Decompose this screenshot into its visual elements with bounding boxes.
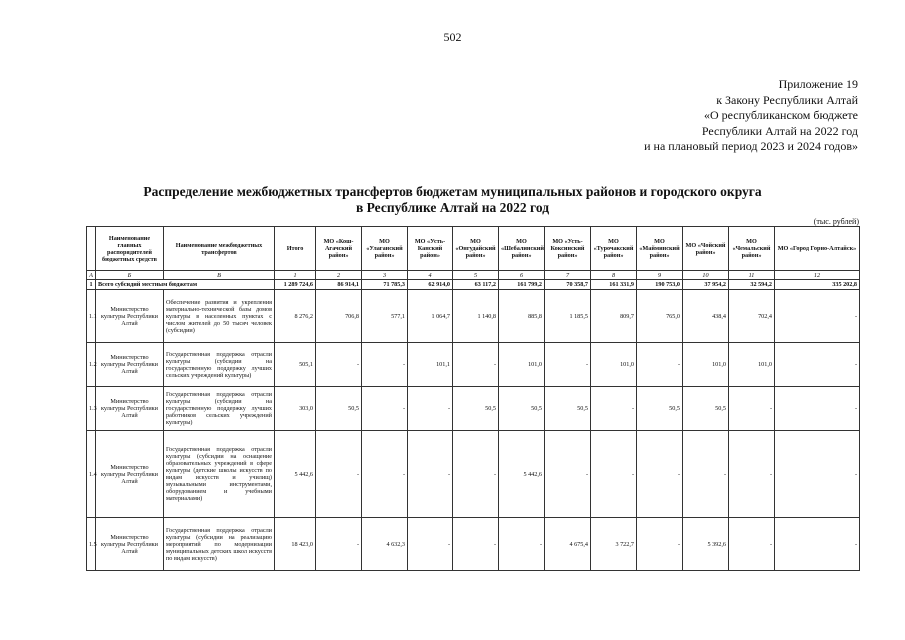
row-number: 1.5 xyxy=(87,518,96,571)
value-cell: - xyxy=(408,518,453,571)
value-cell: 63 117,2 xyxy=(453,280,499,290)
header-cell-district: МО «Майминский район» xyxy=(637,227,683,271)
value-cell: - xyxy=(408,431,453,518)
transfer-name-cell: Государственная поддержка отрасли культуры (субсидии на оснащение образовательных учреждений в сфере культуры (детские школы искусств по видам искусств и училищ) музыкальными инструментами, оборудованием и учебными материалами) xyxy=(164,431,275,518)
ministry-cell: Министерство культуры Республики Алтай xyxy=(96,518,164,571)
value-cell: - xyxy=(637,431,683,518)
value-cell: 335 202,8 xyxy=(775,280,860,290)
transfer-name-cell: Государственная поддержка отрасли культуры (субсидии на государственную поддержку лучших работников сельских учреждений культуры) xyxy=(164,387,275,431)
table-row xyxy=(87,431,860,518)
value-cell: - xyxy=(591,431,637,518)
title-line-1: Распределение межбюджетных трансфертов бюджетам муниципальных районов и городского округа xyxy=(143,184,762,199)
header-cell-district: МО «Усть-Канский район» xyxy=(408,227,453,271)
header-cell-district: МО «Чойский район» xyxy=(683,227,729,271)
value-cell: 161 331,9 xyxy=(591,280,637,290)
header-cell-city: МО «Город Горно-Алтайск» xyxy=(775,227,860,271)
value-cell: 5 442,6 xyxy=(275,431,316,518)
index-cell: 8 xyxy=(591,271,637,280)
value-cell: 4 675,4 xyxy=(545,518,591,571)
index-cell: 1 xyxy=(275,271,316,280)
total-label: Всего субсидий местным бюджетам xyxy=(96,280,275,290)
value-cell: - xyxy=(316,343,362,387)
value-cell: - xyxy=(362,387,408,431)
value-cell: - xyxy=(591,387,637,431)
value-cell: 71 785,3 xyxy=(362,280,408,290)
value-cell: 5 392,6 xyxy=(683,518,729,571)
value-cell: 86 914,1 xyxy=(316,280,362,290)
title-line-2: в Республике Алтай на 2022 год xyxy=(355,200,550,215)
value-cell: 50,5 xyxy=(545,387,591,431)
header-cell-num xyxy=(87,227,96,271)
value-cell: 18 423,0 xyxy=(275,518,316,571)
value-cell: 706,8 xyxy=(316,290,362,343)
value-cell: 101,0 xyxy=(729,343,775,387)
transfer-name-cell: Обеспечение развития и укрепления материально-технической базы домов культуры в населенных пунктах с числом жителей до 50 тысяч человек (субсидии) xyxy=(164,290,275,343)
value-cell: 101,0 xyxy=(591,343,637,387)
value-cell: 101,0 xyxy=(499,343,545,387)
value-cell: 50,5 xyxy=(499,387,545,431)
value-cell: 3 722,7 xyxy=(591,518,637,571)
value-cell: - xyxy=(729,431,775,518)
page-number: 502 xyxy=(443,30,462,44)
index-cell: 6 xyxy=(499,271,545,280)
value-cell: 303,0 xyxy=(275,387,316,431)
value-cell: 809,7 xyxy=(591,290,637,343)
header-cell-district: МО «Турочакский район» xyxy=(591,227,637,271)
value-cell: - xyxy=(408,387,453,431)
header-cell-district: МО «Онгудайский район» xyxy=(453,227,499,271)
value-cell: 1 289 724,6 xyxy=(275,280,316,290)
value-cell: - xyxy=(362,343,408,387)
value-cell: - xyxy=(775,518,860,571)
appendix-line-3: «О республиканском бюджете xyxy=(703,108,858,122)
value-cell: 32 594,2 xyxy=(729,280,775,290)
value-cell: 1 064,7 xyxy=(408,290,453,343)
index-cell: Б xyxy=(96,271,164,280)
index-cell: 10 xyxy=(683,271,729,280)
document-title xyxy=(0,184,905,216)
transfers-table xyxy=(86,226,860,571)
header-cell-transfer: Наименование межбюджетных трансфертов xyxy=(164,227,275,271)
value-cell: - xyxy=(316,518,362,571)
index-cell: А xyxy=(87,271,96,280)
header-row xyxy=(87,227,860,271)
value-cell: - xyxy=(637,518,683,571)
value-cell: - xyxy=(362,431,408,518)
value-cell: - xyxy=(453,431,499,518)
value-cell: - xyxy=(453,343,499,387)
value-cell: 101,1 xyxy=(408,343,453,387)
value-cell: 101,0 xyxy=(683,343,729,387)
value-cell: 50,5 xyxy=(316,387,362,431)
value-cell: - xyxy=(683,431,729,518)
appendix-line-2: к Закону Республики Алтай xyxy=(716,92,858,107)
index-cell: 3 xyxy=(362,271,408,280)
value-cell: 4 632,3 xyxy=(362,518,408,571)
value-cell: 1 140,8 xyxy=(453,290,499,343)
value-cell: - xyxy=(499,518,545,571)
transfer-name-cell: Государственная поддержка отрасли культуры (субсидии на государственную поддержку лучших сельских учреждений культуры) xyxy=(164,343,275,387)
row-number: 1.3 xyxy=(87,387,96,431)
header-cell-district: МО «Улаганский район» xyxy=(362,227,408,271)
value-cell: - xyxy=(775,387,860,431)
table-row xyxy=(87,290,860,343)
value-cell: - xyxy=(453,518,499,571)
value-cell: 190 753,0 xyxy=(637,280,683,290)
transfer-name-cell: Государственная поддержка отрасли культуры (субсидии на реализацию мероприятий по модернизации муниципальных детских школ искусств по видам искусств) xyxy=(164,518,275,571)
row-number: 1 xyxy=(87,280,96,290)
appendix-line-1: Приложение 19 xyxy=(778,77,858,91)
value-cell: 50,5 xyxy=(637,387,683,431)
index-cell: В xyxy=(164,271,275,280)
header-cell-ministry: Наименование главных распорядителей бюджетных средств xyxy=(96,227,164,271)
ministry-cell: Министерство культуры Республики Алтай xyxy=(96,431,164,518)
row-number: 1.4 xyxy=(87,431,96,518)
value-cell: - xyxy=(316,431,362,518)
value-cell: - xyxy=(775,290,860,343)
row-number: 1.2 xyxy=(87,343,96,387)
value-cell: 5 442,6 xyxy=(499,431,545,518)
value-cell: - xyxy=(775,343,860,387)
value-cell: 50,5 xyxy=(683,387,729,431)
column-index-row xyxy=(87,271,860,280)
value-cell: 8 276,2 xyxy=(275,290,316,343)
table-row xyxy=(87,343,860,387)
appendix-header xyxy=(644,77,858,155)
index-cell: 2 xyxy=(316,271,362,280)
value-cell: 50,5 xyxy=(453,387,499,431)
value-cell: 702,4 xyxy=(729,290,775,343)
value-cell: - xyxy=(729,518,775,571)
value-cell: 765,0 xyxy=(637,290,683,343)
ministry-cell: Министерство культуры Республики Алтай xyxy=(96,387,164,431)
value-cell: 438,4 xyxy=(683,290,729,343)
value-cell: - xyxy=(775,431,860,518)
value-cell: - xyxy=(637,343,683,387)
ministry-cell: Министерство культуры Республики Алтай xyxy=(96,343,164,387)
value-cell: 70 358,7 xyxy=(545,280,591,290)
header-cell-district: МО «Усть-Коксинский район» xyxy=(545,227,591,271)
table-row xyxy=(87,387,860,431)
row-number: 1.1 xyxy=(87,290,96,343)
index-cell: 12 xyxy=(775,271,860,280)
value-cell: - xyxy=(545,431,591,518)
index-cell: 7 xyxy=(545,271,591,280)
header-cell-district: МО «Чемальский район» xyxy=(729,227,775,271)
value-cell: - xyxy=(545,343,591,387)
value-cell: 505,1 xyxy=(275,343,316,387)
value-cell: 1 185,5 xyxy=(545,290,591,343)
index-cell: 11 xyxy=(729,271,775,280)
units-note: (тыс. рублей) xyxy=(813,217,859,226)
header-cell-district: МО «Шебалинский район» xyxy=(499,227,545,271)
index-cell: 5 xyxy=(453,271,499,280)
value-cell: - xyxy=(729,387,775,431)
value-cell: 161 799,2 xyxy=(499,280,545,290)
ministry-cell: Министерство культуры Республики Алтай xyxy=(96,290,164,343)
value-cell: 885,8 xyxy=(499,290,545,343)
header-cell-district: МО «Кош-Агачский район» xyxy=(316,227,362,271)
value-cell: 62 914,0 xyxy=(408,280,453,290)
appendix-line-4: Республики Алтай на 2022 год xyxy=(701,123,858,138)
index-cell: 9 xyxy=(637,271,683,280)
table-row xyxy=(87,518,860,571)
value-cell: 37 954,2 xyxy=(683,280,729,290)
appendix-line-5: и на плановый период 2023 и 2024 годов» xyxy=(644,139,858,153)
header-cell-total: Итого xyxy=(275,227,316,271)
value-cell: 577,1 xyxy=(362,290,408,343)
total-row xyxy=(87,280,860,290)
index-cell: 4 xyxy=(408,271,453,280)
